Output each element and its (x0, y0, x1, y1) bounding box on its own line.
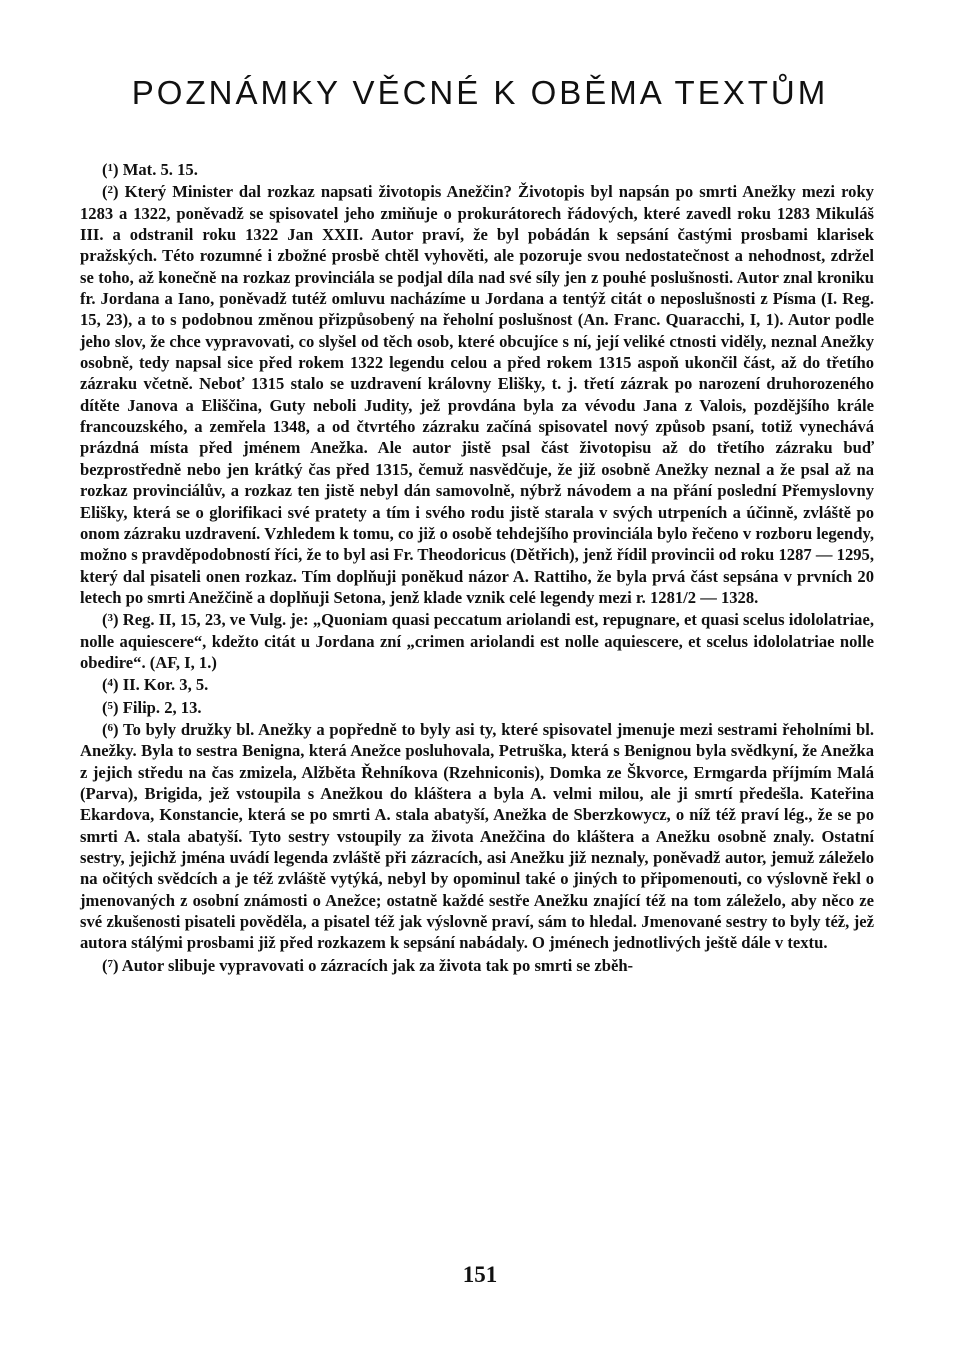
note-text: Autor slibuje vypravovati o zázracích jak za života tak po smrti se zběh- (121, 955, 634, 975)
note-text: Reg. II, 15, 23, ve Vulg. je: „Quoniam quasi peccatum ariolandi est, repugnare, et quasi scelus idololatriae, nolle aquiescere“, kdežto citát u Jordana zní „crimen ariolandi est nolle aquiescere, et scelus idololatriae nolle obedire“. (AF, I, 1.) (80, 610, 874, 672)
page-title: POZNÁMKY VĚCNÉ K OBĚMA TEXTŮM (131, 74, 829, 112)
note-7: ($^7$) Autor slibuje vypravovati o zázracích jak za života tak po smrti se zběh- (102, 955, 634, 975)
note-number: 6 (107, 721, 114, 734)
note-number: 2 (107, 184, 114, 197)
note-text: II. Kor. 3, 5. (122, 675, 209, 695)
footnotes (80, 158, 874, 976)
note-4: ($^4$) II. Kor. 3, 5. (102, 675, 209, 695)
note-number: 3 (107, 612, 114, 625)
note-2: ($^2$) Který Minister dal rozkaz napsati životopis Anežčin? Životopis byl napsán po smrti Anežky mezi roky 1283 a 1322, poněvadž se spisovatel jeho zmiňuje o prokurátorech řádových, které zavedl roku 1283 Mikuláš III. a odstranil roku 1322 Jan XXII. Autor praví, že byl pobádán k sepsání častými prosbami klarisek pražských. Této rozumné i zbožné prosbě chtěl vyhověti, ale pozoruje svou nedostatečnost a nehodnost, zdržel se toho, až konečně na rozkaz provinciála se podjal díla nad své síly jen z pouhé poslušnosti. Autor znal kroniku fr. Jordana a Iano, poněvadž tutéž omluvu nacházíme u Jordana a tentýž citát o neposlušnosti z Písma (I. Reg. 15, 23), a to s podobnou změnou přizpůsobený na řeholní poslušnost (An. Franc. Quaracchi, I, 1). Autor podle jeho slov, že chce vypravovati, co slyšel od těch osob, které obcujíce s ní, její veliké ctnosti viděly, neznal Anežky osobně, tedy napsal sice před rokem 1322 legendu celou a před rokem 1315 aspoň ukončil část, až do třetího zázraku včetně. Neboť 1315 stalo se uzdravení královny Elišky, t. j. třetí zázrak po narození druhorozeného dítěte Janova a Eliščina, Guty neboli Judity, jež provdána byla za vévodu Jana z Valois, pozdějšího krále francouzského, a zemřela 1348, a od čtvrtého zázraku začíná spisovatel nový způsob psaní, totiž vynechává prázdná místa před jménem Anežka. Ale autor jistě psal část životopisu až do třetího zázraku buď bezprostředně nebo jen krátký čas před 1315, čemuž nasvědčuje, že již osobně Anežky neznal a že psal až na rozkaz provinciálův, a rozkaz ten jistě nebyl dán samovolně, nýbrž návodem a na přání poslední Přemyslovny Elišky, která se o glorifikaci své pratety a tím i svého rodu jistě starala v svých utrpeních a účinně, zvláště po onom zázraku uzdravení. Vzhledem k tomu, co již o osobě tehdejšího provinciála bylo řečeno v rozboru legendy, možno s pravděpodobností říci, že to byl asi Fr. Theodoricus (Dětřich), jenž řídil provincii od roku 1287 — 1295, který dal pisateli onen rozkaz. Tím doplňuji poněkud názor A. Rattiho, že byla prvá část sepsána v prvních 20 letech po smrti Anežčině a doplňuji Setona, jenž klade vznik celé legendy mezi r. 1281/2 — 1328. (80, 182, 874, 607)
note-number: 4 (107, 677, 114, 690)
note-5: ($^5$) Filip. 2, 13. (102, 697, 202, 717)
note-number: 1 (107, 162, 114, 174)
note-text: To byly družky bl. Anežky a popředně to byly asi ty, které spisovatel jmenuje mezi sestrami řeholními bl. Anežky. Byla to sestra Benigna, která Anežce posluhovala, Petruška, která s Benignou byla svědkyní, že Anežka z jejich středu na čas zmizela, Alžběta Řehníkova (Rzehniconis), Domka ze Škvorce, Ermgarda příjmím Malá (Parva), Brigida, jež vstoupila s Anežkou do kláštera a byla A. velmi milou, ale ji smrtí předešla. Kateřina Ekardova, Konstancie, která se po smrti A. stala abatyší, Anežka de Sberzkowycz, o níž též praví lég., že se po smrti A. stala abatyší. Tyto sestry vstoupily za života Anežčina do kláštera a Anežku osobně znaly. Ostatní sestry, jejichž jména uvádí legenda zvláště při zázracích, asi Anežku již neznaly, poněvadž autor, jemuž záleželo na očitých svědcích a je též zvláště vytýká, nebyl by opominul také o jiných to připomenouti, co výslovně řekl o jmenovaných z osobní známosti o Anežce; ostatně každé sestře Anežku znající též na tom záleželo, aby něco ze své zkušenosti pisateli pověděla, a pisatel též jak výslovně praví, sám to hledal. Jmenované sestry to byly též, jež autora stálými prosbami již před rozkazem k sepsání nabádaly. O jménech jednotlivých ještě dále v textu. (80, 719, 875, 953)
note-text: Filip. 2, 13. (122, 697, 202, 717)
note-text: Mat. 5. 15. (122, 160, 198, 179)
note-text: Který Minister dal rozkaz napsati životopis Anežčin? Životopis byl napsán po smrti Anežky mezi roky 1283 a 1322, poněvadž se spisovatel jeho zmiňuje o prokurátorech řádových, které zavedl roku 1283 Mikuláš III. a odstranil roku 1322 Jan XXII. Autor praví, že byl pobádán k sepsání častými prosbami klarisek pražských. Této rozumné i zbožné prosbě chtěl vyhověti, ale pozoruje svou nedostatečnost a nehodnost, zdržel se toho, až konečně na rozkaz provinciála se podjal díla nad své síly jen z pouhé poslušnosti. Autor znal kroniku fr. Jordana a Iano, poněvadž tutéž omluvu nacházíme u Jordana a tentýž citát o neposlušnosti z Písma (I. Reg. 15, 23), a to s podobnou změnou přizpůsobený na řeholní poslušnost (An. Franc. Quaracchi, I, 1). Autor podle jeho slov, že chce vypravovati, co slyšel od těch osob, které obcujíce s ní, její veliké ctnosti viděly, neznal Anežky osobně, tedy napsal sice před rokem 1322 legendu celou a před rokem 1315 aspoň ukončil část, až do třetího zázraku včetně. Neboť 1315 stalo se uzdravení královny Elišky, t. j. třetí zázrak po narození druhorozeného dítěte Janova a Eliščina, Guty neboli Judity, jež provdána byla za vévodu Jana z Valois, pozdějšího krále francouzského, a zemřela 1348, a od čtvrtého zázraku začíná spisovatel nový způsob psaní, totiž vynechává prázdná místa před jménem Anežka. Ale autor jistě psal část životopisu až do třetího zázraku buď bezprostředně nebo jen krátký čas před 1315, čemuž nasvědčuje, že již osobně Anežky neznal a že psal až na rozkaz provinciálův, a rozkaz ten jistě nebyl dán samovolně, nýbrž návodem a na přání poslední Přemyslovny Elišky, která se o glorifikaci své pratety a tím i svého rodu jistě starala v svých utrpeních a účinně, zvláště po onom zázraku uzdravení. Vzhledem k tomu, co již o osobě tehdejšího provinciála bylo řečeno v rozboru legendy, možno s pravděpodobností říci, že to byl asi Fr. Theodoricus (Dětřich), jenž řídil provincii od roku 1287 — 1295, který dal pisateli onen rozkaz. Tím doplňuji poněkud názor A. Rattiho, že byla prvá část sepsána v prvních 20 letech po smrti Anežčině a doplňuji Setona, jenž klade vznik celé legendy mezi r. 1281/2 — 1328. (80, 182, 874, 607)
page-number: 151 (462, 1262, 498, 1287)
note-3: ($^3$) Reg. II, 15, 23, ve Vulg. je: „Quoniam quasi peccatum ariolandi est, repugnare, et quasi scelus idololatriae, nolle aquiescere“, kdežto citát u Jordana zní „crimen ariolandi est nolle aquiescere, et scelus idololatriae nolle obedire“. (AF, I, 1.) (80, 610, 874, 672)
note-number: 7 (107, 957, 114, 970)
note-1: ($^1$) Mat. 5. 15. (102, 160, 198, 179)
note-number: 5 (107, 699, 114, 712)
note-6: ($^6$) To byly družky bl. Anežky a popředně to byly asi ty, které spisovatel jmenuje mezi sestrami řeholními bl. Anežky. Byla to sestra Benigna, která Anežce posluhovala, Petruška, která s Benignou byla svědkyní, že Anežka z jejich středu na čas zmizela, Alžběta Řehníkova (Rzehniconis), Domka ze Škvorce, Ermgarda příjmím Malá (Parva), Brigida, jež vstoupila s Anežkou do kláštera a byla A. velmi milou, ale ji smrtí předešla. Kateřina Ekardova, Konstancie, která se po smrti A. stala abatyší, Anežka de Sberzkowycz, o níž též praví lég., že se po smrti A. stala abatyší. Tyto sestry vstoupily za života Anežčina do kláštera a Anežku osobně znaly. Ostatní sestry, jejichž jména uvádí legenda zvláště při zázracích, asi Anežku již neznaly, poněvadž autor, jemuž záleželo na očitých svědcích a je též zvláště vytýká, nebyl by opominul také o jiných to připomenouti, co výslovně řekl o jmenovaných z osobní známosti o Anežce; ostatně každé sestře Anežku znající též na tom záleželo, aby něco ze své zkušenosti pisateli pověděla, a pisatel též jak výslovně praví, sám to hledal. Jmenované sestry to byly též, jež autora stálými prosbami již před rozkazem k sepsání nabádaly. O jménech jednotlivých ještě dále v textu. (80, 719, 875, 953)
